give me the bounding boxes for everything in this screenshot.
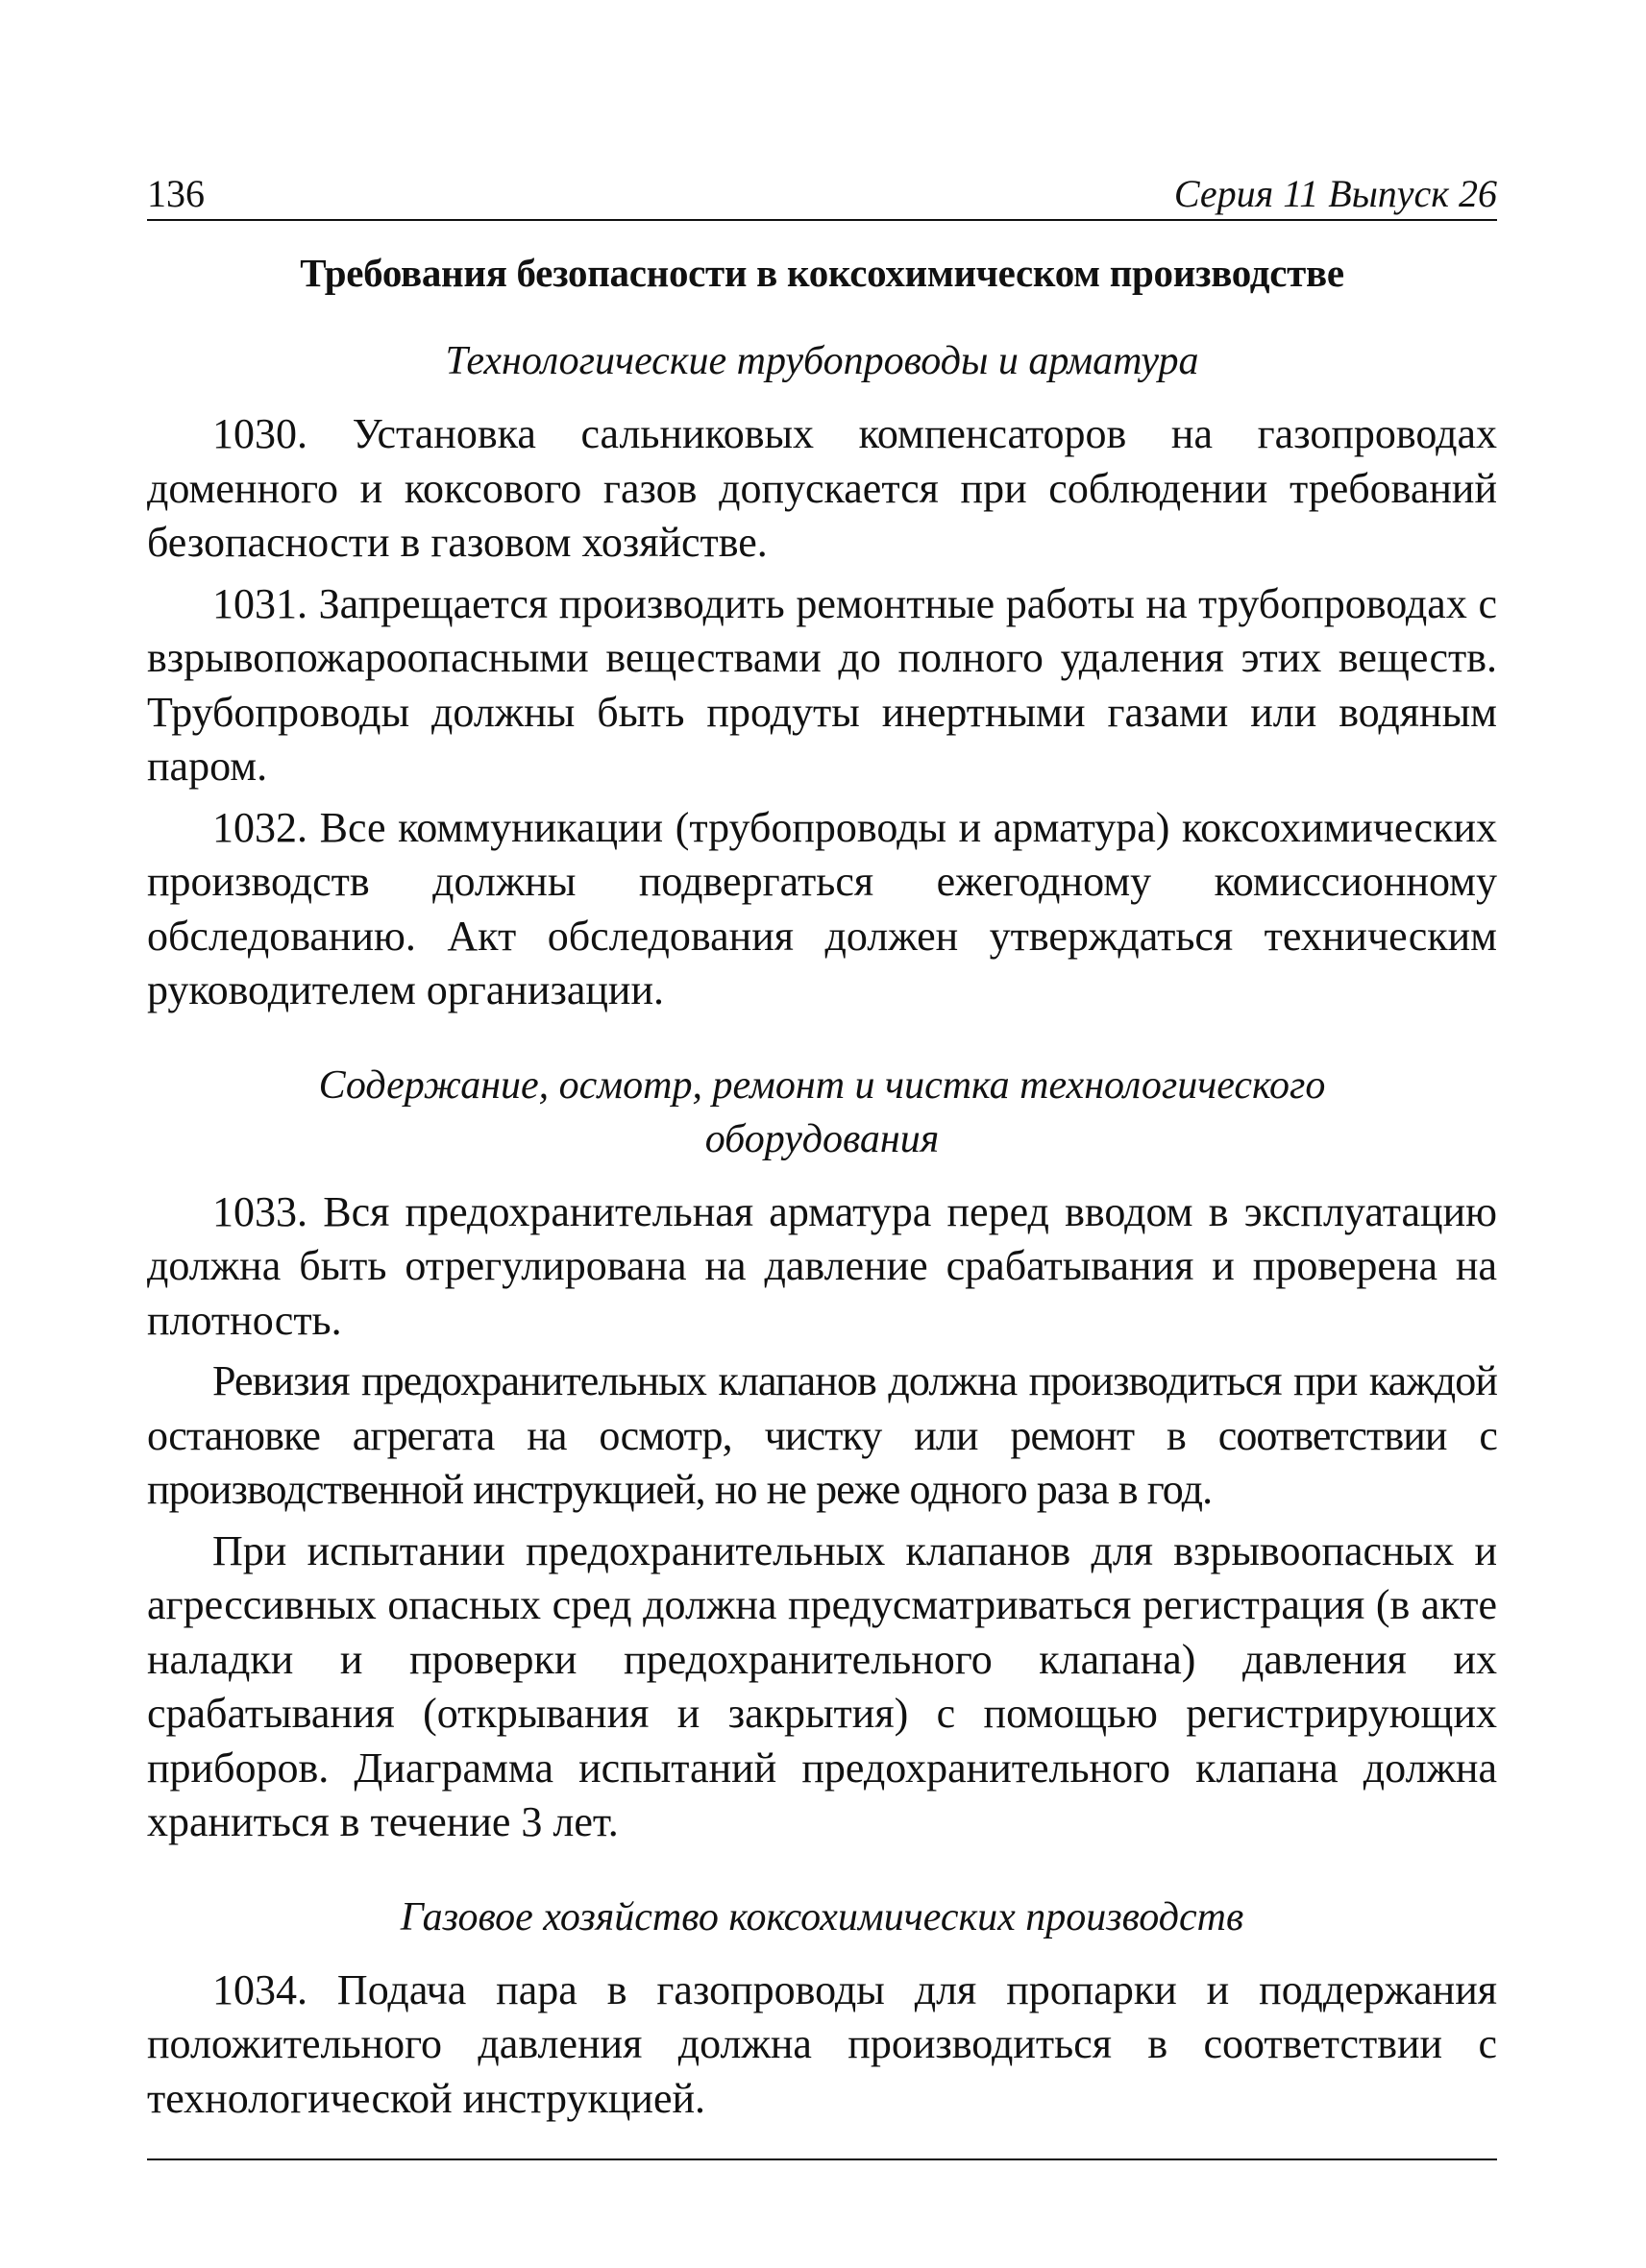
section-heading-maintenance-line1: Содержание, осмотр, ремонт и чистка технологического [318,1062,1326,1108]
section-heading-maintenance [147,1059,1497,1166]
page-number: 136 [147,172,205,215]
paragraph-1030: 1030. Установка сальниковых компенсаторов на газопроводах доменного и коксового газов допускается при соблюдении требований безопасности в газовом хозяйстве. [147,410,1497,566]
section-heading-gas-facilities: Газовое хозяйство коксохимических производств [400,1894,1244,1939]
paragraph-valve-revision: Ревизия предохранительных клапанов должна производиться при каждой остановке агрегата на осмотр, чистку или ремонт в соответствии с производственной инструкцией, но не реже одного раза в год. [147,1357,1497,1513]
header-rule [147,219,1497,221]
paragraph-1034: 1034. Подача пара в газопроводы для пропарки и поддержания положительного давления должна производиться в соответствии с технологической инструкцией. [147,1965,1497,2122]
paragraph-1032: 1032. Все коммуникации (трубопроводы и арматура) коксохимических производств должны подвергаться ежегодному комиссионному обследованию. Акт обследования должен утверждаться техническим руководителем организации. [147,803,1497,1013]
footer-rule [147,2158,1497,2160]
section-heading-pipelines: Технологические трубопроводы и арматура [445,339,1199,383]
document-page [147,161,1497,2160]
running-header [147,161,1497,219]
series-label: Серия 11 Выпуск 26 [1173,172,1497,215]
document-title: Требования безопасности в коксохимическом производстве [300,251,1344,295]
paragraph-1031: 1031. Запрещается производить ремонтные работы на трубопроводах с взрывопожароопасными веществами до полного удаления этих веществ. Трубопроводы должны быть продуты инертными газами или водяным паром. [147,579,1497,790]
section-heading-maintenance-line2: оборудования [704,1116,940,1161]
paragraph-valve-testing: При испытании предохранительных клапанов для взрывоопасных и агрессивных опасных сред должна предусматриваться регистрация (в акте наладки и проверки предохранительного клапана) давления их срабатывания (открывания и закрытия) с помощью регистрирующих приборов. Диаграмма испытаний предохранительного клапана должна храниться в течение 3 лет. [147,1526,1497,1845]
paragraph-1033: 1033. Вся предохранительная арматура перед вводом в эксплуатацию должна быть отрегулирована на давление срабатывания и проверена на плотность. [147,1187,1497,1344]
